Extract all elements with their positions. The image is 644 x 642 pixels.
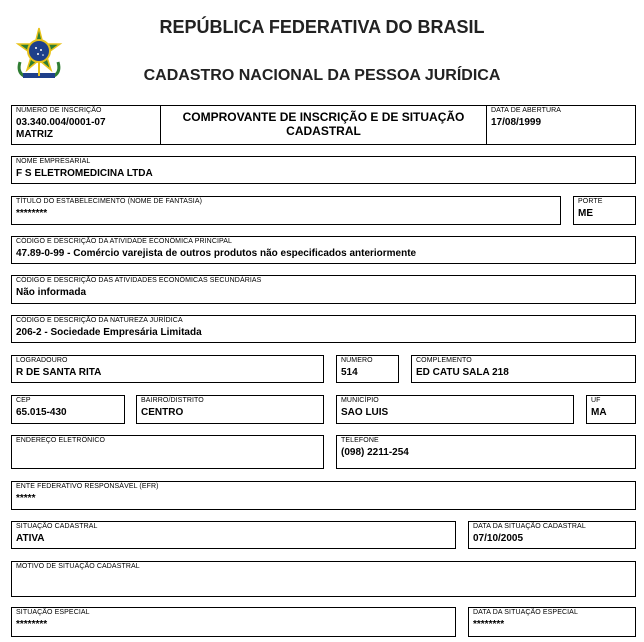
field-label: CEP	[16, 397, 31, 404]
field-label: ENTE FEDERATIVO RESPONSÁVEL (EFR)	[16, 483, 159, 490]
uf-value: MA	[591, 407, 607, 418]
field-label: NÚMERO	[341, 357, 373, 364]
complemento-box	[411, 355, 636, 383]
data-situacao-box	[468, 521, 636, 549]
field-label: DATA DE ABERTURA	[491, 107, 562, 114]
natureza-juridica-value: 206-2 - Sociedade Empresária Limitada	[16, 327, 202, 338]
nome-empresarial-box	[11, 156, 636, 184]
field-label: PORTE	[578, 198, 603, 205]
field-label: COMPLEMENTO	[416, 357, 472, 364]
document-title-line1: COMPROVANTE DE INSCRIÇÃO E DE SITUAÇÃO	[182, 110, 465, 124]
situacao-value: ATIVA	[16, 533, 45, 544]
numero-box	[336, 355, 399, 383]
logradouro-value: R DE SANTA RITA	[16, 367, 102, 378]
atividade-principal-value: 47.89-0-99 - Comércio varejista de outros produtos não especificados anteriormente	[16, 248, 417, 259]
field-label: TÍTULO DO ESTABELECIMENTO (NOME DE FANTASIA)	[16, 198, 203, 205]
matriz-value: MATRIZ	[16, 129, 54, 140]
field-label: DATA DA SITUAÇÃO ESPECIAL	[473, 609, 578, 616]
efr-box	[11, 481, 636, 510]
situacao-especial-box	[11, 607, 456, 637]
document-title-line2: CADASTRAL	[286, 124, 361, 138]
field-label: DATA DA SITUAÇÃO CADASTRAL	[473, 523, 586, 530]
data-situacao-especial-box	[468, 607, 636, 637]
field-label: NÚMERO DE INSCRIÇÃO	[16, 107, 102, 114]
porte-box	[573, 196, 636, 225]
email-box	[11, 435, 324, 469]
field-label: CÓDIGO E DESCRIÇÃO DA ATIVIDADE ECONÔMICA PRINCIPAL	[16, 238, 233, 245]
situacao-box	[11, 521, 456, 549]
field-label: MOTIVO DE SITUAÇÃO CADASTRAL	[16, 563, 140, 570]
telefone-value: (098) 2211-254	[341, 447, 409, 458]
titulo-box	[11, 196, 561, 225]
cep-box	[11, 395, 125, 424]
municipio-box	[336, 395, 574, 424]
atividades-secundarias-value: Não informada	[16, 287, 87, 298]
bairro-value: CENTRO	[141, 407, 184, 418]
complemento-value: ED CATU SALA 218	[416, 367, 509, 378]
nome-empresarial-value: F S ELETROMEDICINA LTDA	[16, 168, 153, 179]
data-abertura-box	[486, 105, 636, 145]
atividades-secundarias-box	[11, 275, 636, 304]
field-label: TELEFONE	[341, 437, 379, 444]
logradouro-box	[11, 355, 324, 383]
data-situacao-especial-value: ********	[473, 619, 505, 630]
field-label: MUNICÍPIO	[341, 397, 379, 404]
titulo-value: ********	[16, 208, 48, 219]
registry-title: CADASTRO NACIONAL DA PESSOA JURÍDICA	[143, 67, 501, 84]
uf-box	[586, 395, 636, 424]
field-label: SITUAÇÃO CADASTRAL	[16, 523, 98, 530]
atividade-principal-box	[11, 236, 636, 264]
doc-title-box	[160, 105, 487, 145]
field-label: UF	[591, 397, 601, 404]
field-label: BAIRRO/DISTRITO	[141, 397, 204, 404]
telefone-box	[336, 435, 636, 469]
municipio-value: SAO LUIS	[341, 407, 389, 418]
field-label: ENDEREÇO ELETRÔNICO	[16, 437, 106, 444]
numero-inscricao-box	[11, 105, 161, 145]
document-title	[161, 110, 486, 138]
motivo-box	[11, 561, 636, 597]
numero-value: 514	[341, 367, 358, 378]
data-situacao-value: 07/10/2005	[473, 533, 524, 544]
field-label: LOGRADOURO	[16, 357, 68, 364]
field-label: CÓDIGO E DESCRIÇÃO DAS ATIVIDADES ECONÔMICAS SECUNDÁRIAS	[16, 277, 262, 284]
bairro-box	[136, 395, 324, 424]
numero-inscricao-value: 03.340.004/0001-07	[16, 117, 106, 128]
efr-value: *****	[16, 493, 36, 504]
porte-value: ME	[578, 208, 593, 219]
data-abertura-value: 17/08/1999	[491, 117, 542, 128]
country-title: REPÚBLICA FEDERATIVA DO BRASIL	[159, 17, 485, 37]
situacao-especial-value: ********	[16, 619, 48, 630]
field-label: CÓDIGO E DESCRIÇÃO DA NATUREZA JURÍDICA	[16, 317, 183, 324]
cep-value: 65.015-430	[16, 407, 67, 418]
field-label: SITUAÇÃO ESPECIAL	[16, 609, 90, 616]
field-label: NOME EMPRESARIAL	[16, 158, 91, 165]
natureza-juridica-box	[11, 315, 636, 343]
